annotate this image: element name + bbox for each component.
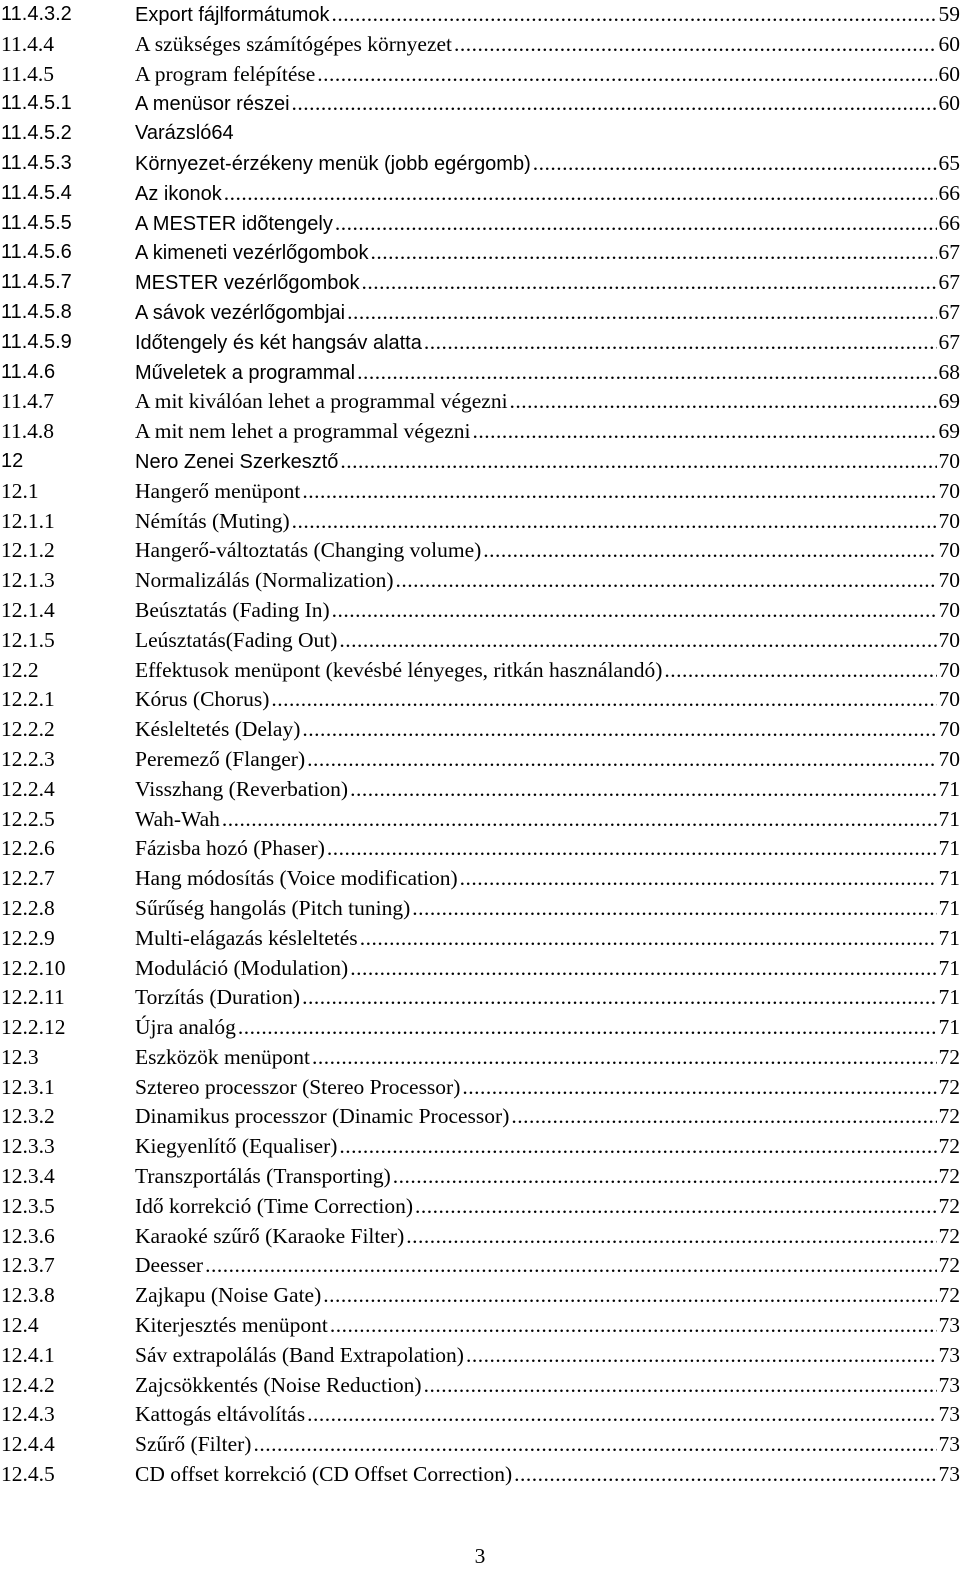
toc-entry-line: [135, 238, 960, 269]
toc-entry-line: [135, 536, 960, 566]
toc-entry-number: 12.1.1: [1, 507, 55, 537]
dot-leader: [340, 447, 936, 477]
dot-leader: [396, 566, 937, 596]
toc-entry-title: Zajcsökkentés (Noise Reduction): [135, 1371, 422, 1401]
toc-entry-line: [135, 1371, 960, 1401]
toc-entry-title: Eszközök menüpont: [135, 1043, 310, 1073]
toc-entry-line: [135, 954, 960, 984]
toc-entry-page: 71: [939, 1013, 960, 1043]
dot-leader: [347, 298, 936, 328]
toc-entry[interactable]: [0, 60, 960, 90]
toc-entry-number: 11.4.5.2: [1, 119, 72, 149]
toc-entry[interactable]: [0, 238, 960, 268]
toc-entry-title: Effektusok menüpont (kevésbé lényeges, ritkán használandó): [135, 656, 662, 686]
dot-leader: [473, 417, 937, 447]
dot-leader: [238, 1013, 937, 1043]
dot-leader: [412, 894, 936, 924]
dot-leader: [307, 1400, 936, 1430]
toc-entry[interactable]: [0, 626, 960, 656]
toc-entry[interactable]: [0, 983, 960, 1013]
dot-leader: [533, 149, 937, 179]
dot-leader: [350, 954, 936, 984]
toc-entry-page: 73: [939, 1460, 960, 1490]
toc-entry-page: 66: [939, 179, 960, 209]
toc-entry-page: 69: [939, 387, 960, 417]
toc-entry[interactable]: [0, 417, 960, 447]
toc-entry-line: [135, 149, 960, 180]
toc-entry-line: [135, 1430, 960, 1460]
toc-entry-number: 11.4.7: [1, 387, 54, 417]
dot-leader: [332, 596, 937, 626]
toc-entry-page: 67: [939, 298, 960, 328]
toc-entry-number: 11.4.5.8: [1, 298, 72, 328]
toc-entry-line: [135, 626, 960, 656]
toc-entry-title: Újra analóg: [135, 1013, 236, 1043]
toc-entry-page: 70: [939, 447, 960, 477]
toc-entry-number: 12.2.7: [1, 864, 55, 894]
toc-entry-line: [135, 1400, 960, 1430]
toc-entry-page: 67: [939, 328, 960, 358]
dot-leader: [357, 358, 936, 388]
toc-entry-line: [135, 805, 960, 835]
dot-leader: [222, 805, 937, 835]
toc-entry-page: 68: [939, 358, 960, 388]
toc-entry[interactable]: [0, 1281, 960, 1311]
toc-entry-page: 70: [939, 745, 960, 775]
toc-entry[interactable]: [0, 1043, 960, 1073]
toc-entry[interactable]: [0, 1460, 960, 1490]
toc-entry-line: [135, 685, 960, 715]
toc-entry-page: 71: [939, 894, 960, 924]
toc-entry-number: 12.1: [1, 477, 39, 507]
dot-leader: [224, 179, 937, 209]
toc-entry-title: Torzítás (Duration): [135, 983, 300, 1013]
toc-entry-title: Leúsztatás(Fading Out): [135, 626, 337, 656]
dot-leader: [317, 60, 936, 90]
toc-entry-line: [135, 328, 960, 359]
toc-entry-number: 11.4.5.9: [1, 328, 72, 358]
toc-entry-number: 12.2.10: [1, 954, 66, 984]
toc-entry-page: 70: [939, 477, 960, 507]
toc-entry-page: 71: [939, 864, 960, 894]
toc-entry-page: 70: [939, 685, 960, 715]
toc-entry-number: 12.2.5: [1, 805, 55, 835]
toc-entry[interactable]: [0, 775, 960, 805]
toc-entry-page: 72: [939, 1162, 960, 1192]
toc-entry-number: 12.4.1: [1, 1341, 55, 1371]
toc-entry-line: [135, 179, 960, 210]
toc-entry-line: [135, 1281, 960, 1311]
toc-entry-line: [135, 924, 960, 954]
toc-entry-line: [135, 298, 960, 329]
toc-entry[interactable]: [0, 1162, 960, 1192]
toc-entry-page: 72: [939, 1043, 960, 1073]
toc-entry-line: [135, 566, 960, 596]
toc-entry-title: A kimeneti vezérlőgombok: [135, 239, 368, 269]
toc-entry-line: [135, 0, 960, 31]
toc-entry-page: 60: [939, 60, 960, 90]
toc-entry-page: 71: [939, 834, 960, 864]
toc-entry-number: 12.2.4: [1, 775, 55, 805]
toc-entry-number: 11.4.3.2: [1, 0, 72, 30]
toc-entry-page: 71: [939, 924, 960, 954]
toc-entry-number: 12.2.3: [1, 745, 55, 775]
toc-entry-title: Fázisba hozó (Phaser): [135, 834, 325, 864]
dot-leader: [302, 983, 936, 1013]
dot-leader: [302, 715, 936, 745]
toc-entry-line: [135, 1073, 960, 1103]
dot-leader: [664, 656, 936, 686]
toc-entry-title: CD offset korrekció (CD Offset Correction): [135, 1460, 512, 1490]
toc-entry-line: [135, 60, 960, 90]
toc-entry-page: 70: [939, 536, 960, 566]
toc-entry[interactable]: [0, 685, 960, 715]
toc-entry[interactable]: [0, 864, 960, 894]
toc-entry-title: A szükséges számítógépes környezet: [135, 30, 452, 60]
toc-entry-title: Transzportálás (Transporting): [135, 1162, 391, 1192]
dot-leader: [510, 387, 937, 417]
toc-entry-line: [135, 983, 960, 1013]
toc-entry-page: 72: [939, 1281, 960, 1311]
toc-entry[interactable]: [0, 447, 960, 477]
toc-entry-number: 12.4.5: [1, 1460, 55, 1490]
dot-leader: [292, 507, 937, 537]
toc-entry-page: 73: [939, 1400, 960, 1430]
toc-entry-number: 12.3.2: [1, 1102, 55, 1132]
toc-entry-line: [135, 745, 960, 775]
toc-entry[interactable]: [0, 358, 960, 388]
dot-leader: [312, 1043, 937, 1073]
toc-entry-line: [135, 656, 960, 686]
toc-entry-title: Hangerő-változtatás (Changing volume): [135, 536, 481, 566]
toc-entry-line: [135, 715, 960, 745]
page-number: 3: [0, 1544, 960, 1569]
toc-entry[interactable]: [0, 119, 960, 149]
toc-entry-number: 11.4.5.4: [1, 179, 72, 209]
toc-entry[interactable]: [0, 1222, 960, 1252]
toc-entry-title: Zajkapu (Noise Gate): [135, 1281, 321, 1311]
toc-entry[interactable]: [0, 1371, 960, 1401]
toc-entry-title: Az ikonok: [135, 180, 222, 210]
toc-entry[interactable]: [0, 387, 960, 417]
toc-entry-line: [135, 1132, 960, 1162]
toc-entry-number: 11.4.5.1: [1, 89, 72, 119]
dot-leader: [205, 1251, 936, 1281]
toc-entry-line: [135, 596, 960, 626]
dot-leader: [339, 1132, 936, 1162]
toc-entry-title: A program felépítése: [135, 60, 315, 90]
toc-entry-number: 12.3.6: [1, 1222, 55, 1252]
toc-entry-title: A MESTER idõtengely: [135, 210, 333, 240]
toc-entry-number: 12.2: [1, 656, 39, 686]
toc-entry-title: Környezet-érzékeny menük (jobb egérgomb): [135, 150, 531, 180]
toc-entry-line: [135, 775, 960, 805]
toc-entry-page: 72: [939, 1102, 960, 1132]
toc-entry[interactable]: [0, 89, 960, 119]
toc-entry-title: Nero Zenei Szerkesztő: [135, 448, 338, 478]
toc-entry-page: 72: [939, 1192, 960, 1222]
toc-entry-page: 67: [939, 268, 960, 298]
dot-leader: [327, 834, 937, 864]
toc-entry-line: [135, 1311, 960, 1341]
toc-entry-title: Kórus (Chorus): [135, 685, 269, 715]
toc-entry-number: 12.3.5: [1, 1192, 55, 1222]
toc-entry-number: 12.2.11: [1, 983, 65, 1013]
toc-entry-number: 11.4.4: [1, 30, 54, 60]
toc-entry-title: Deesser: [135, 1251, 203, 1281]
toc-entry-title: A menüsor részei: [135, 90, 290, 120]
toc-entry-title: Kiegyenlítő (Equaliser): [135, 1132, 337, 1162]
toc-entry-number: 12.4.3: [1, 1400, 55, 1430]
toc-entry-number: 11.4.8: [1, 417, 54, 447]
toc-entry-title: Késleltetés (Delay): [135, 715, 300, 745]
toc-entry-title: A mit kiválóan lehet a programmal végezni: [135, 387, 508, 417]
toc-entry[interactable]: [0, 1400, 960, 1430]
toc-entry-title: Hang módosítás (Voice modification): [135, 864, 458, 894]
toc-entry-number: 11.4.6: [1, 358, 55, 388]
toc-entry-page: 70: [939, 656, 960, 686]
toc-entry-number: 12.3.1: [1, 1073, 55, 1103]
toc-entry[interactable]: [0, 894, 960, 924]
toc-entry-line: [135, 1013, 960, 1043]
toc-entry-page: 73: [939, 1371, 960, 1401]
dot-leader: [462, 1073, 936, 1103]
toc-entry[interactable]: [0, 209, 960, 239]
toc-entry[interactable]: [0, 268, 960, 298]
toc-entry-number: 12.2.8: [1, 894, 55, 924]
toc-entry-line: [135, 1460, 960, 1490]
dot-leader: [393, 1162, 937, 1192]
toc-entry-title: Moduláció (Modulation): [135, 954, 348, 984]
toc-entry-number: 11.4.5: [1, 60, 54, 90]
toc-entry[interactable]: [0, 805, 960, 835]
toc-entry[interactable]: [0, 834, 960, 864]
toc-entry[interactable]: [0, 1341, 960, 1371]
toc-entry[interactable]: [0, 1251, 960, 1281]
dot-leader: [271, 685, 936, 715]
toc-entry[interactable]: [0, 0, 960, 30]
toc-entry-number: 11.4.5.7: [1, 268, 72, 298]
toc-entry-line: [135, 417, 960, 447]
toc-entry[interactable]: [0, 149, 960, 179]
toc-entry-line: [135, 358, 960, 389]
toc-entry-title: Hangerő menüpont: [135, 477, 300, 507]
dot-leader: [335, 209, 937, 239]
toc-entry-page: 59: [939, 0, 960, 30]
toc-entry-page: 70: [939, 626, 960, 656]
toc-entry-title: Export fájlformátumok: [135, 1, 330, 31]
toc-entry[interactable]: [0, 328, 960, 358]
toc-entry-title: A sávok vezérlőgombjai: [135, 299, 345, 329]
toc-entry-number: 12.1.3: [1, 566, 55, 596]
toc-entry[interactable]: [0, 715, 960, 745]
toc-entry-page: 71: [939, 775, 960, 805]
toc-entry-number: 12.3: [1, 1043, 39, 1073]
dot-leader: [360, 924, 937, 954]
toc-entry[interactable]: [0, 1102, 960, 1132]
toc-entry-page: 60: [939, 30, 960, 60]
dot-leader: [253, 1430, 936, 1460]
toc-entry-line: [135, 89, 960, 120]
toc-entry-line: [135, 834, 960, 864]
toc-entry-number: 12.1.2: [1, 536, 55, 566]
toc-entry-title: Varázsló64: [135, 119, 234, 149]
toc-entry-page: 72: [939, 1251, 960, 1281]
toc-entry-page: 71: [939, 954, 960, 984]
toc-entry-title: Normalizálás (Normalization): [135, 566, 394, 596]
toc-entry-line: [135, 1251, 960, 1281]
toc-entry[interactable]: [0, 1430, 960, 1460]
toc-entry[interactable]: [0, 179, 960, 209]
toc-entry[interactable]: [0, 656, 960, 686]
toc-entry-line: [135, 1222, 960, 1252]
toc-entry[interactable]: [0, 536, 960, 566]
toc-entry-page: 66: [939, 209, 960, 239]
dot-leader: [466, 1341, 937, 1371]
dot-leader: [370, 238, 936, 268]
toc-entry-page: 70: [939, 507, 960, 537]
toc-entry-title: Szűrő (Filter): [135, 1430, 251, 1460]
toc-entry-title: Peremező (Flanger): [135, 745, 305, 775]
toc-entry-number: 11.4.5.3: [1, 149, 72, 179]
dot-leader: [330, 1311, 937, 1341]
toc-entry-line: [135, 209, 960, 240]
toc-entry-title: Wah-Wah: [135, 805, 220, 835]
dot-leader: [483, 536, 936, 566]
dot-leader: [332, 0, 937, 30]
dot-leader: [511, 1102, 936, 1132]
dot-leader: [302, 477, 936, 507]
toc-entry-title: Műveletek a programmal: [135, 359, 355, 389]
toc-entry-number: 12.3.8: [1, 1281, 55, 1311]
toc-entry-number: 12.2.9: [1, 924, 55, 954]
toc-entry-number: 12.2.6: [1, 834, 55, 864]
toc-entry[interactable]: [0, 1132, 960, 1162]
toc-entry-page: 67: [939, 238, 960, 268]
toc-entry-number: 12: [1, 447, 23, 477]
toc-entry-number: 12.2.1: [1, 685, 55, 715]
toc-entry-line: [135, 1102, 960, 1132]
toc-entry-title: Sűrűség hangolás (Pitch tuning): [135, 894, 410, 924]
toc-entry-line: [135, 894, 960, 924]
toc-entry-title: Dinamikus processzor (Dinamic Processor): [135, 1102, 509, 1132]
dot-leader: [424, 328, 937, 358]
toc-entry-page: 70: [939, 596, 960, 626]
toc-entry-page: 65: [939, 149, 960, 179]
toc-entry-page: 73: [939, 1311, 960, 1341]
toc-entry-number: 12.4: [1, 1311, 39, 1341]
toc-entry-page: 71: [939, 805, 960, 835]
toc-entry[interactable]: [0, 1073, 960, 1103]
toc-entry-title: Idő korrekció (Time Correction): [135, 1192, 413, 1222]
toc-entry-page: 72: [939, 1132, 960, 1162]
dot-leader: [362, 268, 937, 298]
toc-entry-number: 12.2.12: [1, 1013, 66, 1043]
toc-entry[interactable]: [0, 954, 960, 984]
toc-entry-line: [135, 1192, 960, 1222]
toc-entry-number: 11.4.5.6: [1, 238, 72, 268]
toc-entry-title: Sáv extrapolálás (Band Extrapolation): [135, 1341, 464, 1371]
toc-entry-line: [135, 119, 960, 149]
toc-entry-number: 12.1.4: [1, 596, 55, 626]
toc-entry-number: 12.4.4: [1, 1430, 55, 1460]
toc-entry-number: 11.4.5.5: [1, 209, 72, 239]
toc-entry-number: 12.4.2: [1, 1371, 55, 1401]
dot-leader: [424, 1371, 937, 1401]
toc-entry-number: 12.3.7: [1, 1251, 55, 1281]
toc-entry-title: Multi-elágazás késleltetés: [135, 924, 358, 954]
toc-entry-page: 71: [939, 983, 960, 1013]
toc-entry-line: [135, 447, 960, 478]
toc-entry[interactable]: [0, 745, 960, 775]
toc-entry-title: Visszhang (Reverbation): [135, 775, 348, 805]
dot-leader: [339, 626, 936, 656]
toc-entry-line: [135, 30, 960, 60]
toc-entry-page: 60: [939, 89, 960, 119]
toc-entry[interactable]: [0, 30, 960, 60]
toc-entry-line: [135, 387, 960, 417]
toc-entry-number: 12.1.5: [1, 626, 55, 656]
dot-leader: [292, 89, 937, 119]
toc-entry-title: Kiterjesztés menüpont: [135, 1311, 328, 1341]
dot-leader: [350, 775, 936, 805]
toc-entry[interactable]: [0, 507, 960, 537]
toc-entry-page: 73: [939, 1341, 960, 1371]
toc-entry-page: 73: [939, 1430, 960, 1460]
dot-leader: [307, 745, 936, 775]
toc-entry-title: MESTER vezérlőgombok: [135, 269, 360, 299]
toc-entry-line: [135, 1341, 960, 1371]
toc-entry-number: 12.3.3: [1, 1132, 55, 1162]
toc-entry[interactable]: [0, 1192, 960, 1222]
toc-entry[interactable]: [0, 477, 960, 507]
dot-leader: [406, 1222, 936, 1252]
toc-entry-line: [135, 507, 960, 537]
dot-leader: [454, 30, 936, 60]
toc-entry-line: [135, 1162, 960, 1192]
toc-entry[interactable]: [0, 566, 960, 596]
toc-entry-page: 70: [939, 715, 960, 745]
toc-entry[interactable]: [0, 596, 960, 626]
toc-entry-page: 72: [939, 1073, 960, 1103]
toc-entry-title: Kattogás eltávolítás: [135, 1400, 305, 1430]
toc-entry-number: 12.3.4: [1, 1162, 55, 1192]
toc-entry[interactable]: [0, 298, 960, 328]
dot-leader: [514, 1460, 936, 1490]
dot-leader: [323, 1281, 936, 1311]
dot-leader: [460, 864, 937, 894]
toc-entry-title: A mit nem lehet a programmal végezni: [135, 417, 471, 447]
toc-entry-page: 72: [939, 1222, 960, 1252]
dot-leader: [415, 1192, 936, 1222]
toc-entry[interactable]: [0, 1311, 960, 1341]
toc-entry-title: Időtengely és két hangsáv alatta: [135, 329, 422, 359]
toc-entry-title: Némítás (Muting): [135, 507, 290, 537]
toc-entry-line: [135, 268, 960, 299]
toc-entry[interactable]: [0, 1013, 960, 1043]
toc-entry[interactable]: [0, 924, 960, 954]
toc-entry-page: 70: [939, 566, 960, 596]
toc-entry-title: Karaoké szűrő (Karaoke Filter): [135, 1222, 404, 1252]
toc-entry-title: Beúsztatás (Fading In): [135, 596, 330, 626]
toc-entry-title: Sztereo processzor (Stereo Processor): [135, 1073, 460, 1103]
toc-entry-line: [135, 864, 960, 894]
toc-entry-number: 12.2.2: [1, 715, 55, 745]
toc-entry-line: [135, 1043, 960, 1073]
toc-entry-page: 69: [939, 417, 960, 447]
toc-entry-line: [135, 477, 960, 507]
